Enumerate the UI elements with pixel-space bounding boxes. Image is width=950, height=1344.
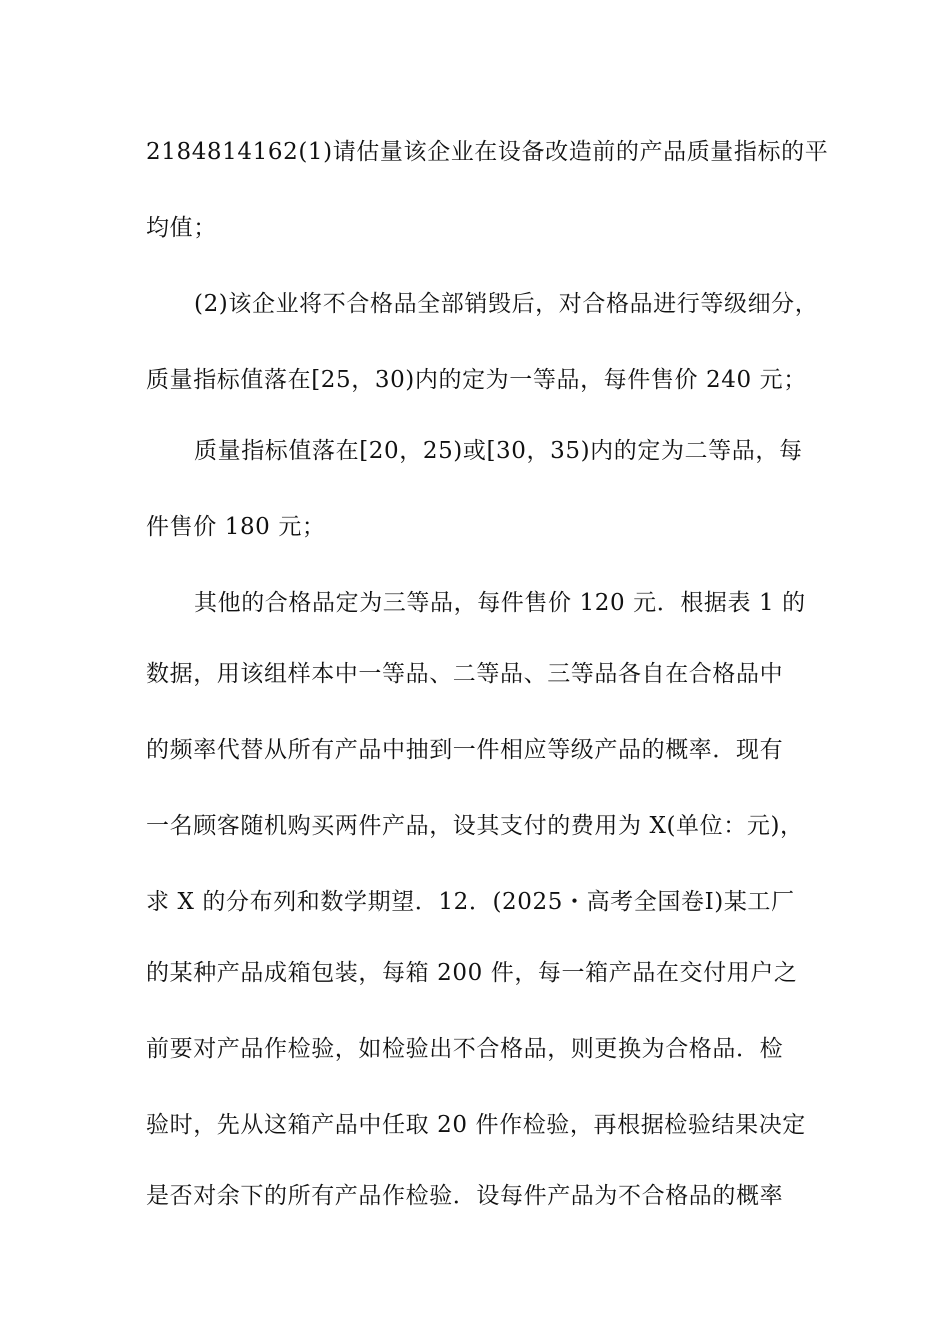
text-line: 前要对产品作检验，如检验出不合格品，则更换为合格品．检: [146, 1036, 784, 1062]
text-line: 件售价 180 元；: [146, 514, 326, 540]
text-line: 的频率代替从所有产品中抽到一件相应等级产品的概率．现有: [146, 737, 784, 763]
text-line: 其他的合格品定为三等品，每件售价 120 元．根据表 1 的: [194, 590, 806, 616]
text-line: 质量指标值落在[25，30)内的定为一等品，每件售价 240 元；: [146, 367, 807, 393]
text-line: (2)该企业将不合格品全部销毁后，对合格品进行等级细分，: [194, 291, 819, 317]
text-line: 2184814162(1)请估量该企业在设备改造前的产品质量指标的平: [146, 139, 829, 165]
text-line: 质量指标值落在[20，25)或[30，35)内的定为二等品，每: [194, 438, 803, 464]
text-line: 均值；: [146, 215, 217, 241]
text-line: 是否对余下的所有产品作检验．设每件产品为不合格品的概率: [146, 1183, 784, 1209]
text-line: 数据，用该组样本中一等品、二等品、三等品各自在合格品中: [146, 661, 784, 687]
text-line: 的某种产品成箱包装，每箱 200 件，每一箱产品在交付用户之: [146, 960, 798, 986]
text-line: 一名顾客随机购买两件产品，设其支付的费用为 X(单位：元)，: [146, 813, 804, 839]
text-line: 求 X 的分布列和数学期望．12．(2025・高考全国卷Ⅰ)某工厂: [146, 889, 795, 915]
text-line: 验时，先从这箱产品中任取 20 件作检验，再根据检验结果决定: [146, 1112, 806, 1138]
